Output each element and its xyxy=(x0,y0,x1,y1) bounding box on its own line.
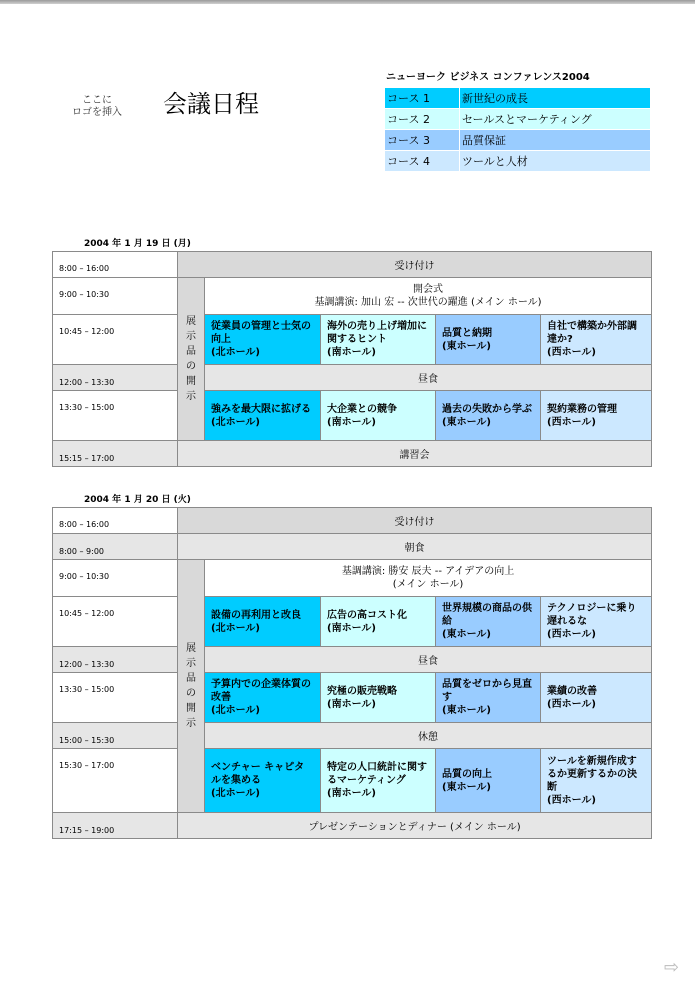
time-slot: 13:30 – 15:00 xyxy=(53,673,178,723)
time-slot: 8:00 – 16:00 xyxy=(53,252,178,278)
time-slot: 15:15 – 17:00 xyxy=(53,441,178,467)
logo-placeholder: ここに ロゴを挿入 xyxy=(72,95,122,118)
course-row xyxy=(385,109,650,130)
session-cell: 強みを最大限に拡げる (北ホール) xyxy=(205,391,321,441)
schedule-row xyxy=(53,441,652,467)
session-cell: 業績の改善 (西ホール) xyxy=(541,673,652,723)
schedule-row xyxy=(53,813,652,839)
course-name: セールスとマーケティング xyxy=(460,109,651,130)
event-cell: 昼食 xyxy=(205,647,652,673)
session-cell: 究極の販売戦略 (南ホール) xyxy=(321,673,436,723)
time-slot: 8:00 – 16:00 xyxy=(53,508,178,534)
time-slot: 10:45 – 12:00 xyxy=(53,315,178,365)
session-cell: 契約業務の管理 (西ホール) xyxy=(541,391,652,441)
schedule-row xyxy=(53,365,652,391)
session-cell: 大企業との競争 (南ホール) xyxy=(321,391,436,441)
event-cell: 朝食 xyxy=(178,534,652,560)
schedule-row xyxy=(53,391,652,441)
schedule-row xyxy=(53,673,652,723)
course-row xyxy=(385,130,650,151)
time-slot: 12:00 – 13:30 xyxy=(53,365,178,391)
course-legend xyxy=(385,88,650,172)
registration-cell: 受け付け xyxy=(178,252,652,278)
registration-cell: 受け付け xyxy=(178,508,652,534)
schedule-row xyxy=(53,278,652,315)
session-cell: 品質と納期 (東ホール) xyxy=(436,315,541,365)
session-cell: ツールを新規作成するか更新するかの決断 (西ホール) xyxy=(541,749,652,813)
time-slot: 13:30 – 15:00 xyxy=(53,391,178,441)
session-cell: 設備の再利用と改良 (北ホール) xyxy=(205,597,321,647)
conference-title: ニューヨーク ビジネス コンファレンス2004 xyxy=(386,72,590,83)
course-name: 新世紀の成長 xyxy=(460,88,651,109)
session-cell: 過去の失敗から学ぶ (東ホール) xyxy=(436,391,541,441)
exhibit-column: 展 示 品 の 開 示 xyxy=(178,278,205,441)
session-cell: 広告の高コスト化 (南ホール) xyxy=(321,597,436,647)
session-cell: 予算内での企業体質の改善 (北ホール) xyxy=(205,673,321,723)
session-cell: 品質の向上 (東ホール) xyxy=(436,749,541,813)
course-label: コース 3 xyxy=(385,130,460,151)
event-cell: プレゼンテーションとディナー (メイン ホール) xyxy=(178,813,652,839)
course-label: コース 1 xyxy=(385,88,460,109)
schedule-row xyxy=(53,534,652,560)
event-cell: 講習会 xyxy=(178,441,652,467)
time-slot: 17:15 – 19:00 xyxy=(53,813,178,839)
session-cell: 海外の売り上げ増加に関するヒント (南ホール) xyxy=(321,315,436,365)
course-row xyxy=(385,151,650,172)
schedule-row xyxy=(53,749,652,813)
session-cell: 世界規模の商品の供給 (東ホール) xyxy=(436,597,541,647)
time-slot: 8:00 – 9:00 xyxy=(53,534,178,560)
session-cell: ベンチャー キャピタルを集める (北ホール) xyxy=(205,749,321,813)
course-label: コース 2 xyxy=(385,109,460,130)
top-bar xyxy=(0,0,695,4)
time-slot: 15:00 – 15:30 xyxy=(53,723,178,749)
schedule-table xyxy=(52,507,652,839)
schedule-table xyxy=(52,251,652,467)
session-cell: 品質をゼロから見直す (東ホール) xyxy=(436,673,541,723)
next-page-arrow-icon[interactable]: ⇨ xyxy=(664,957,680,978)
time-slot: 10:45 – 12:00 xyxy=(53,597,178,647)
course-name: ツールと人材 xyxy=(460,151,651,172)
event-cell: 休憩 xyxy=(205,723,652,749)
time-slot: 15:30 – 17:00 xyxy=(53,749,178,813)
session-cell: 特定の人口統計に関するマーケティング (南ホール) xyxy=(321,749,436,813)
page-title: 会議日程 xyxy=(163,90,259,118)
time-slot: 12:00 – 13:30 xyxy=(53,647,178,673)
session-cell: テクノロジーに乗り遅れるな (西ホール) xyxy=(541,597,652,647)
time-slot: 9:00 – 10:30 xyxy=(53,560,178,597)
keynote-cell: 開会式 基調講演: 加山 宏 -- 次世代の躍進 (メイン ホール) xyxy=(205,278,652,315)
course-label: コース 4 xyxy=(385,151,460,172)
session-cell: 自社で構築か外部調達か? (西ホール) xyxy=(541,315,652,365)
schedule-row xyxy=(53,252,652,278)
course-name: 品質保証 xyxy=(460,130,651,151)
course-row xyxy=(385,88,650,109)
time-slot: 9:00 – 10:30 xyxy=(53,278,178,315)
schedule-row xyxy=(53,597,652,647)
day-date-label: 2004 年 1 月 20 日 (火) xyxy=(84,495,191,505)
schedule-row xyxy=(53,647,652,673)
schedule-row xyxy=(53,315,652,365)
event-cell: 昼食 xyxy=(205,365,652,391)
schedule-row xyxy=(53,508,652,534)
exhibit-column: 展 示 品 の 開 示 xyxy=(178,560,205,813)
session-cell: 従業員の管理と士気の向上 (北ホール) xyxy=(205,315,321,365)
schedule-row xyxy=(53,723,652,749)
day-date-label: 2004 年 1 月 19 日 (月) xyxy=(84,239,191,249)
schedule-row xyxy=(53,560,652,597)
keynote-cell: 基調講演: 勝安 辰夫 -- アイデアの向上 (メイン ホール) xyxy=(205,560,652,597)
